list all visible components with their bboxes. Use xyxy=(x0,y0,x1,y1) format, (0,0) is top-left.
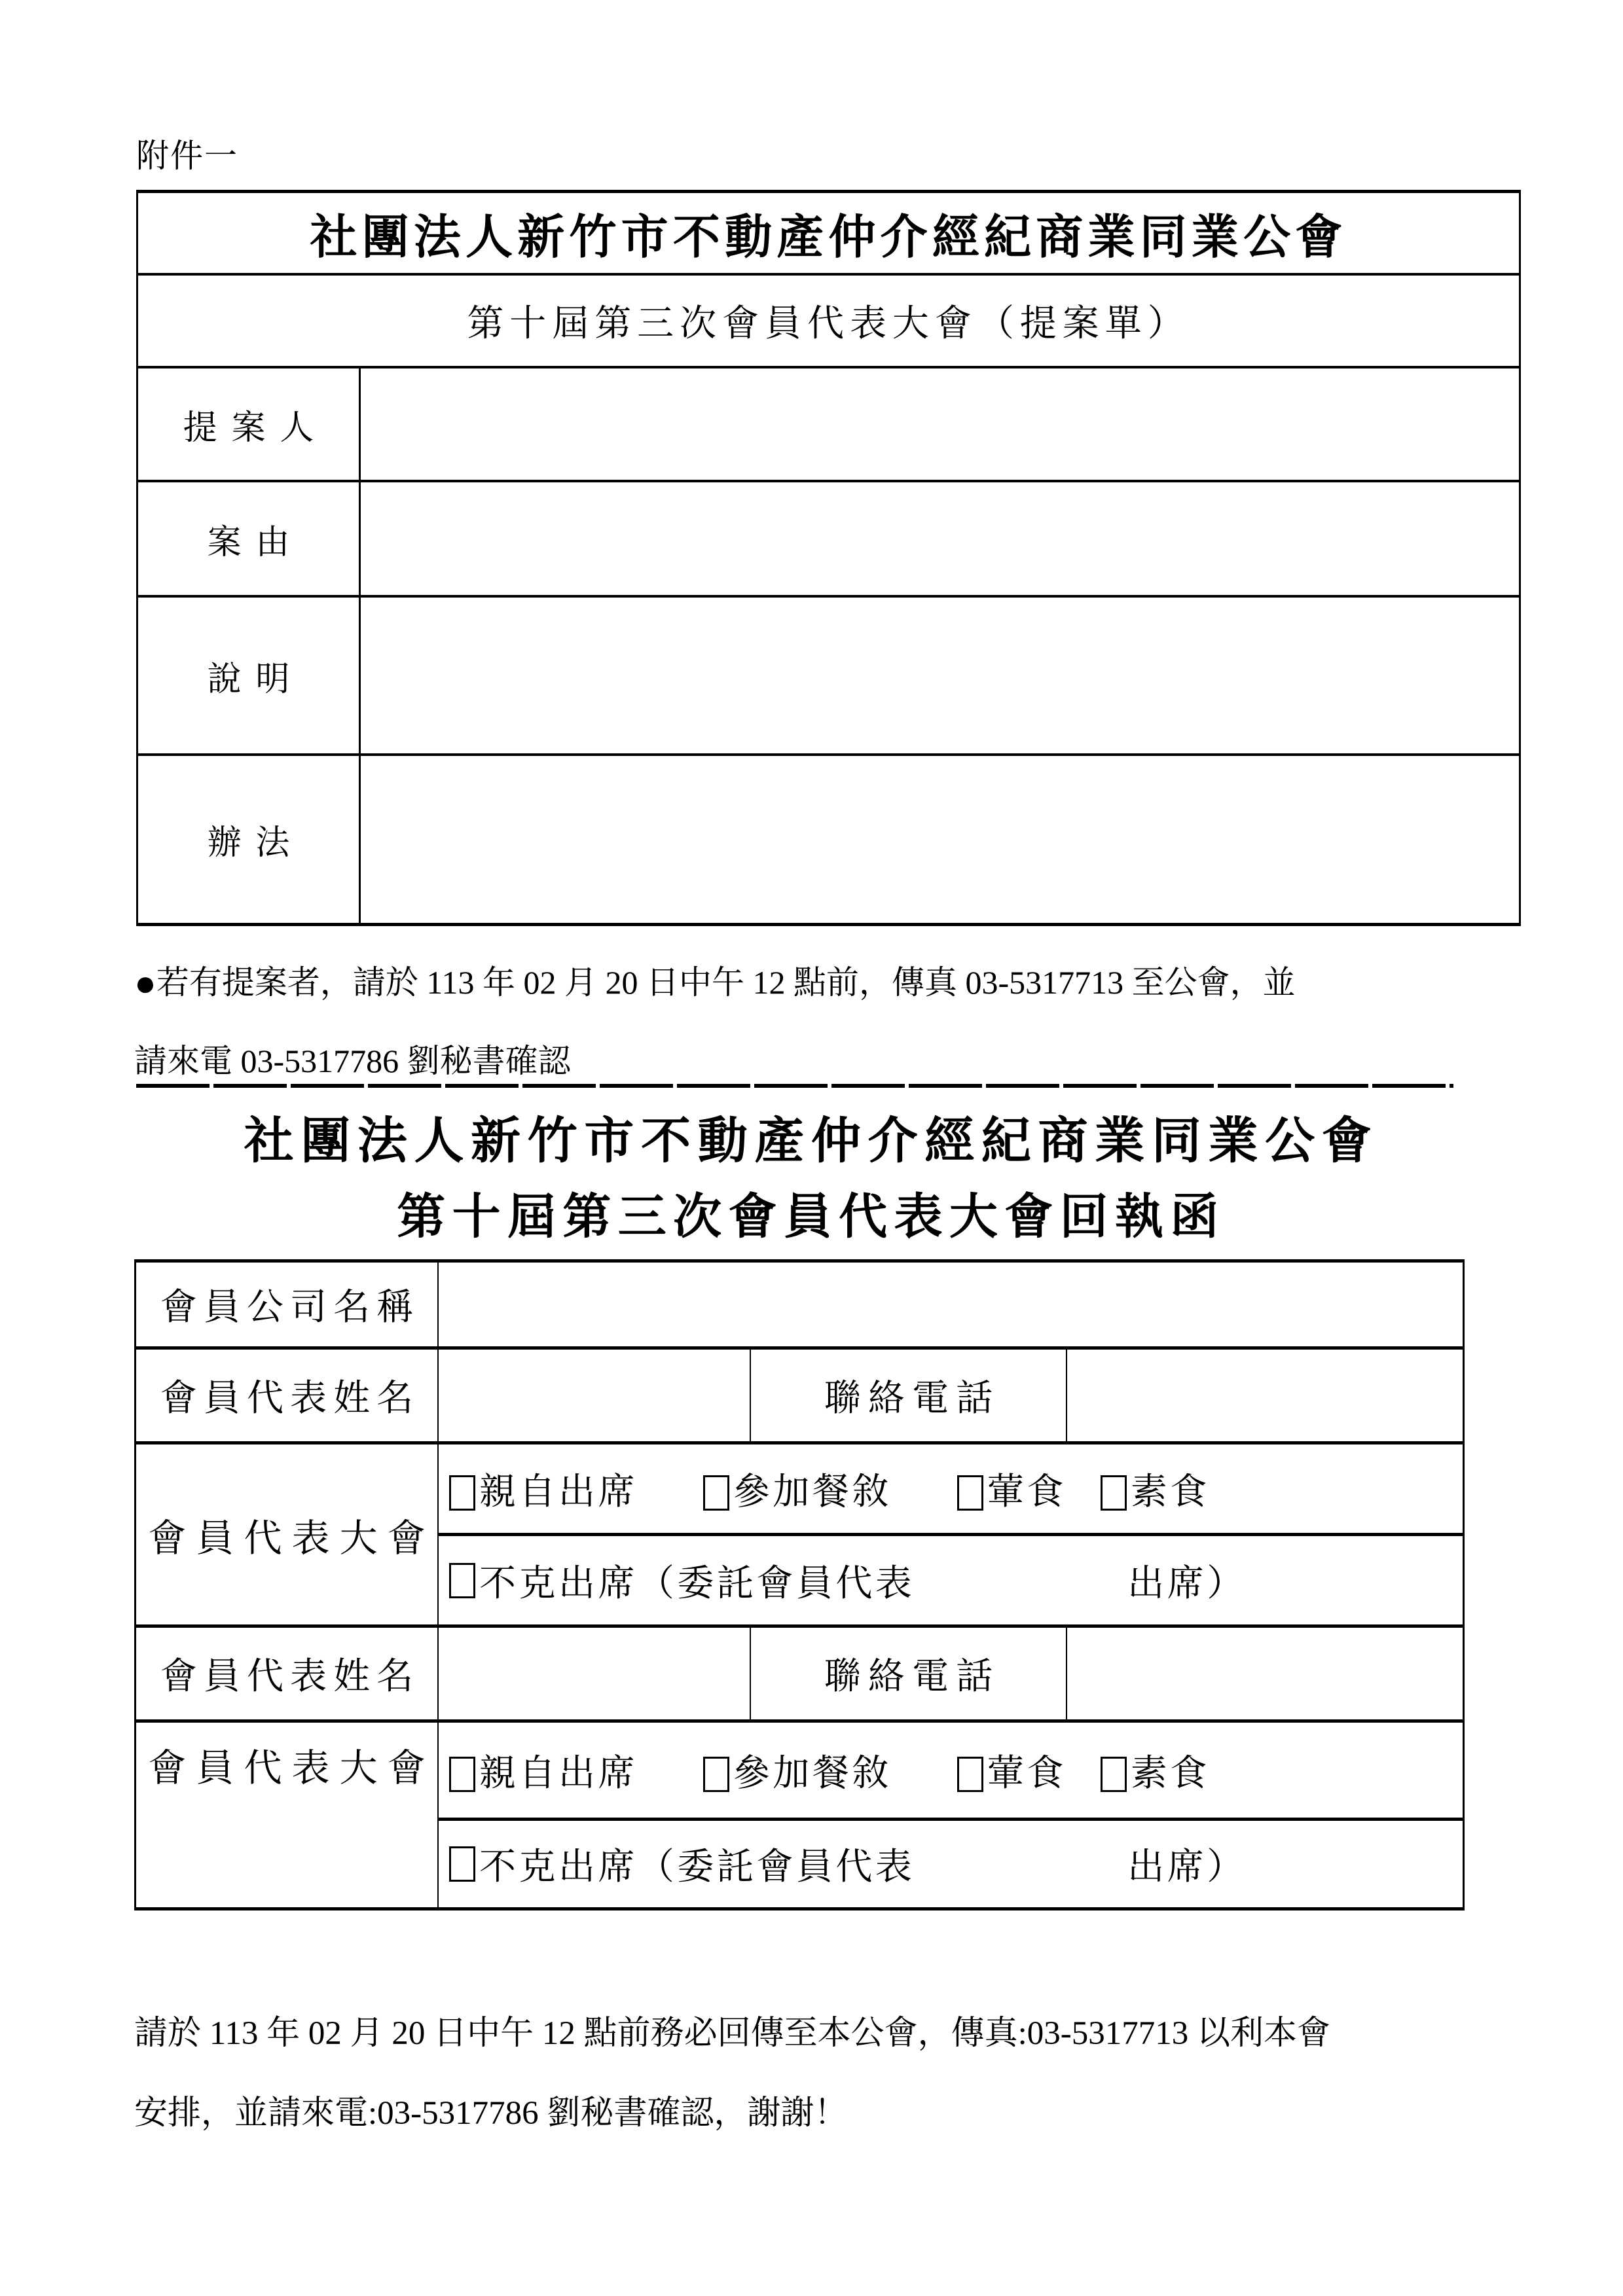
rep1-delegate-name-blank[interactable] xyxy=(915,1577,1127,1584)
rep2-meat-checkbox[interactable] xyxy=(957,1757,983,1792)
rep1-meeting-row xyxy=(136,1441,1463,1624)
rep1-meeting-options xyxy=(439,1444,1463,1624)
rep1-banquet-label: 參加餐敘 xyxy=(733,1471,892,1513)
rep1-meat-checkbox[interactable] xyxy=(957,1475,983,1511)
rep1-banquet-checkbox[interactable] xyxy=(703,1475,729,1511)
rep2-meeting-options xyxy=(439,1723,1463,1907)
proposal-form-title: 第十屆第三次會員代表大會（提案單） xyxy=(138,273,1519,366)
reply-form-title: 第十屆第三次會員代表大會回執函 xyxy=(397,1191,1226,1244)
rep2-meeting-label: 會員代表大會 xyxy=(136,1723,439,1907)
rep2-delegate-name-blank[interactable] xyxy=(915,1861,1127,1867)
rep2-meeting-row xyxy=(136,1719,1463,1907)
proposer-input-cell[interactable] xyxy=(361,368,1519,480)
rep1-name-row xyxy=(136,1346,1463,1441)
footer-note xyxy=(134,1994,1548,2153)
reply-table xyxy=(134,1259,1465,1910)
rep1-attendance-options xyxy=(439,1444,1463,1533)
rep1-absent-option xyxy=(439,1533,1463,1624)
rep2-absent-prefix: 不克出席（委託會員代表 xyxy=(479,1847,915,1888)
proposal-note-line2: 請來電 03-5317786 劉秘書確認 xyxy=(134,1043,571,1079)
rep2-name-input-cell[interactable] xyxy=(439,1628,751,1719)
rep1-absent-suffix: 出席） xyxy=(1127,1563,1247,1604)
subject-input-cell[interactable] xyxy=(361,482,1519,595)
description-input-cell[interactable] xyxy=(361,598,1519,753)
proposal-note xyxy=(134,944,1535,1100)
proposal-row-subject xyxy=(138,480,1519,595)
rep2-attend-self-checkbox[interactable] xyxy=(449,1757,475,1792)
company-name-row xyxy=(136,1263,1463,1346)
rep2-phone-input-cell[interactable] xyxy=(1067,1628,1463,1719)
rep1-name-input-cell[interactable] xyxy=(439,1350,751,1441)
proposal-note-line1: ●若有提案者，請於 113 年 02 月 20 日中午 12 點前，傳真 03-5317713 至公會，並 xyxy=(134,963,1296,1004)
proposal-row-proposer xyxy=(138,366,1519,480)
rep1-phone-label: 聯絡電話 xyxy=(751,1350,1067,1441)
rep1-vegetarian-label: 素食 xyxy=(1130,1471,1210,1513)
rep2-attend-self-label: 親自出席 xyxy=(479,1753,638,1794)
rep2-absent-suffix: 出席） xyxy=(1127,1847,1247,1888)
rep2-banquet-label: 參加餐敘 xyxy=(733,1753,892,1794)
company-name-label: 會員公司名稱 xyxy=(136,1263,439,1346)
proposer-label: 提案人 xyxy=(138,368,361,480)
rep2-absent-checkbox[interactable] xyxy=(449,1846,475,1882)
rep1-absent-checkbox[interactable] xyxy=(449,1563,475,1598)
rep1-meat-label: 葷食 xyxy=(987,1471,1067,1513)
rep1-attend-self-label: 親自出席 xyxy=(479,1471,638,1513)
bullet-icon: ● xyxy=(134,963,156,1004)
rep2-vegetarian-checkbox[interactable] xyxy=(1101,1757,1127,1792)
reply-section-header xyxy=(68,1105,1554,1253)
rep2-name-label: 會員代表姓名 xyxy=(136,1628,439,1719)
attachment-label: 附件一 xyxy=(136,137,238,174)
section-separator xyxy=(136,1084,1453,1088)
rep2-name-row xyxy=(136,1624,1463,1719)
rep1-attend-self-checkbox[interactable] xyxy=(449,1475,475,1511)
proposal-org-title: 社團法人新竹市不動產仲介經紀商業同業公會 xyxy=(310,211,1347,264)
proposal-table xyxy=(136,190,1521,926)
footer-note-line1: 請於 113 年 02 月 20 日中午 12 點前務必回傳至本公會，傳真:03-5317713 以利本會 xyxy=(134,2015,1331,2052)
reply-org-title: 社團法人新竹市不動產仲介經紀商業同業公會 xyxy=(244,1114,1379,1169)
rep1-phone-input-cell[interactable] xyxy=(1067,1350,1463,1441)
footer-note-line2: 安排，並請來電:03-5317786 劉秘書確認，謝謝！ xyxy=(134,2095,848,2132)
rep1-meeting-label: 會員代表大會 xyxy=(136,1444,439,1624)
rep2-vegetarian-label: 素食 xyxy=(1130,1753,1210,1794)
method-label: 辦法 xyxy=(138,756,361,923)
rep2-phone-label: 聯絡電話 xyxy=(751,1628,1067,1719)
rep2-attendance-options xyxy=(439,1723,1463,1818)
description-label: 說明 xyxy=(138,598,361,753)
rep2-meat-label: 葷食 xyxy=(987,1753,1067,1794)
rep2-absent-option xyxy=(439,1818,1463,1907)
rep2-banquet-checkbox[interactable] xyxy=(703,1757,729,1792)
rep1-vegetarian-checkbox[interactable] xyxy=(1101,1475,1127,1511)
rep1-absent-prefix: 不克出席（委託會員代表 xyxy=(479,1563,915,1604)
company-name-input-cell[interactable] xyxy=(439,1263,1463,1346)
proposal-row-description xyxy=(138,595,1519,753)
subject-label: 案由 xyxy=(138,482,361,595)
method-input-cell[interactable] xyxy=(361,756,1519,923)
proposal-row-method xyxy=(138,753,1519,923)
rep1-name-label: 會員代表姓名 xyxy=(136,1350,439,1441)
